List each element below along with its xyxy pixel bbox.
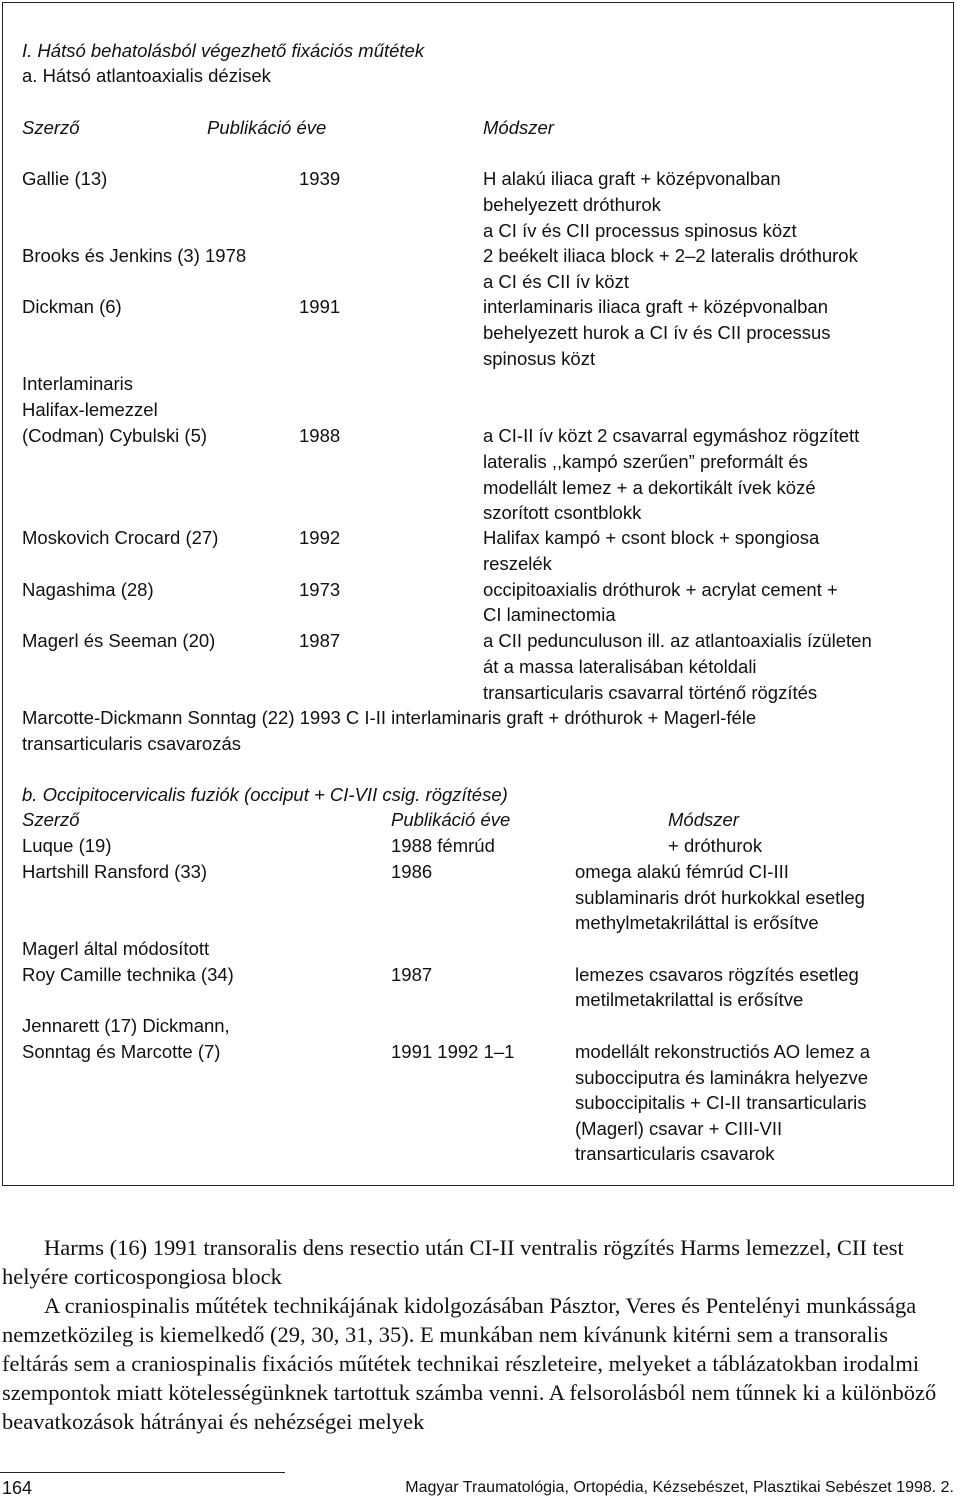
table-a-method: H alakú iliaca graft + középvonalban xyxy=(483,168,781,189)
table-a-method: át a massa lateralisában kétoldali xyxy=(483,656,757,677)
table-b-year: 1987 xyxy=(391,964,433,985)
table-a-method: modellált lemez + a dekortikált ívek közé xyxy=(483,477,816,498)
table-a-marcotte-row: Marcotte-Dickmann Sonntag (22) 1993 C I-II interlaminaris graft + dróthurok + Magerl-féle xyxy=(22,707,757,728)
section-heading-a: a. Hátsó atlantoaxialis dézisek xyxy=(22,65,271,86)
table-a-method: behelyezett hurok a CI ív és CII processus xyxy=(483,322,831,343)
table-a-author: (Codman) Cybulski (5) xyxy=(22,425,208,446)
table-a-author: Brooks és Jenkins (3) 1978 xyxy=(22,245,247,266)
table-a-header-method: Módszer xyxy=(483,117,554,138)
table-a-method: reszelék xyxy=(483,553,552,574)
table-a-year: 1991 xyxy=(299,296,341,317)
table-b-method: sublaminaris drót hurkokkal esetleg xyxy=(575,887,865,908)
table-a-year: 1992 xyxy=(299,527,341,548)
table-a-method: a CII pedunculuson ill. az atlantoaxialis ízületen xyxy=(483,630,872,651)
table-a-author: Gallie (13) xyxy=(22,168,108,189)
table-b-method: subocciputra és laminákra helyezve xyxy=(575,1067,869,1088)
table-b-method: methylmetakriláttal is erősítve xyxy=(575,912,819,933)
table-b-method: omega alakú fémrúd CI-III xyxy=(575,861,789,882)
table-a-year: 1973 xyxy=(299,579,341,600)
table-a-header-year: Publikáció éve xyxy=(207,117,327,138)
table-a-method: spinosus közt xyxy=(483,348,596,369)
table-b-method: lemezes csavaros rögzítés esetleg xyxy=(575,964,859,985)
table-a-year: 1939 xyxy=(299,168,341,189)
table-b-author: Jennarett (17) Dickmann, xyxy=(22,1015,230,1036)
table-b-author: Hartshill Ransford (33) xyxy=(22,861,208,882)
table-b-year: 1986 xyxy=(391,861,433,882)
table-a-author: Magerl és Seeman (20) xyxy=(22,630,216,651)
table-a-method: a CI ív és CII processus spinosus közt xyxy=(483,220,797,241)
table-b-method: (Magerl) csavar + CIII-VII xyxy=(575,1118,783,1139)
table-a-method: occipitoaxialis dróthurok + acrylat cement + xyxy=(483,579,838,600)
table-b-header-method: Módszer xyxy=(668,809,739,830)
table-b-author: Roy Camille technika (34) xyxy=(22,964,234,985)
section-heading-i: I. Hátsó behatolásból végezhető fixációs műtétek xyxy=(22,40,425,61)
table-a-method: lateralis ,,kampó szerűen” preformált és xyxy=(483,451,808,472)
table-b-header-year: Publikáció éve xyxy=(391,809,511,830)
journal-title: Magyar Traumatológia, Ortopédia, Kézsebészet, Plasztikai Sebészet 1998. 2. xyxy=(405,1479,954,1496)
table-a-method: szorított csontblokk xyxy=(483,502,642,523)
table-b-method: modellált rekonstructiós AO lemez a xyxy=(575,1041,871,1062)
table-a-author: Dickman (6) xyxy=(22,296,122,317)
table-a-method: transarticularis csavarral történő rögzítés xyxy=(483,682,818,703)
table-a-year: 1987 xyxy=(299,630,341,651)
table-b-year: 1988 fémrúd xyxy=(391,835,495,856)
table-a-method: interlaminaris iliaca graft + középvonalban xyxy=(483,296,829,317)
table-b-author: Sonntag és Marcotte (7) xyxy=(22,1041,221,1062)
footer-rule xyxy=(0,1472,285,1473)
table-a-author: Nagashima (28) xyxy=(22,579,154,600)
table-a-year: 1988 xyxy=(299,425,341,446)
table-a-author: Interlaminaris xyxy=(22,373,134,394)
body-paragraph: Harms (16) 1991 transoralis dens resectio után CI-II ventralis rögzítés Harms lemezzel, CII test helyére corticospongiosa block xyxy=(2,1235,904,1289)
table-a-method: behelyezett dróthurok xyxy=(483,194,661,215)
table-b-method: suboccipitalis + CI-II transarticularis xyxy=(575,1092,867,1113)
table-b-method: + dróthurok xyxy=(668,835,763,856)
body-paragraph: A craniospinalis műtétek technikájának kidolgozásában Pásztor, Veres és Pentelényi munkássága nemzetközileg is kiemelkedő (29, 30, 31, 35). E munkában nem kívánunk kitérni sem a transoralis feltárás sem a craniospinalis fixációs műtétek technikai részleteire, melyeket a táblázatokban irodalmi szempontok miatt kötelességünknek tartottuk számba venni. A felsorolásból nem tűnnek ki a különböző beavatkozások hátrányai és nehézségei melyek xyxy=(2,1293,937,1434)
table-a-method: a CI és CII ív közt xyxy=(483,271,629,292)
table-b-author: Luque (19) xyxy=(22,835,112,856)
table-a-marcotte-row: transarticularis csavarozás xyxy=(22,733,241,754)
table-b-year: 1991 1992 1–1 xyxy=(391,1041,515,1062)
table-b-header-author: Szerző xyxy=(22,809,80,830)
table-b-method: transarticularis csavarok xyxy=(575,1143,775,1164)
table-a-method: 2 beékelt iliaca block + 2–2 lateralis dróthurok xyxy=(483,245,858,266)
table-a-author: Halifax-lemezzel xyxy=(22,399,158,420)
table-b-method: metilmetakrilattal is erősítve xyxy=(575,989,804,1010)
section-heading-b: b. Occipitocervicalis fuziók (occiput + CI-VII csig. rögzítése) xyxy=(22,784,508,805)
table-a-method: CI laminectomia xyxy=(483,604,616,625)
table-a-method: a CI-II ív közt 2 csavarral egymáshoz rögzített xyxy=(483,425,860,446)
table-a-author: Moskovich Crocard (27) xyxy=(22,527,219,548)
table-b-author: Magerl által módosított xyxy=(22,938,210,959)
table-a-header-author: Szerző xyxy=(22,117,80,138)
table-a-method: Halifax kampó + csont block + spongiosa xyxy=(483,527,820,548)
page-number: 164 xyxy=(2,1478,33,1498)
